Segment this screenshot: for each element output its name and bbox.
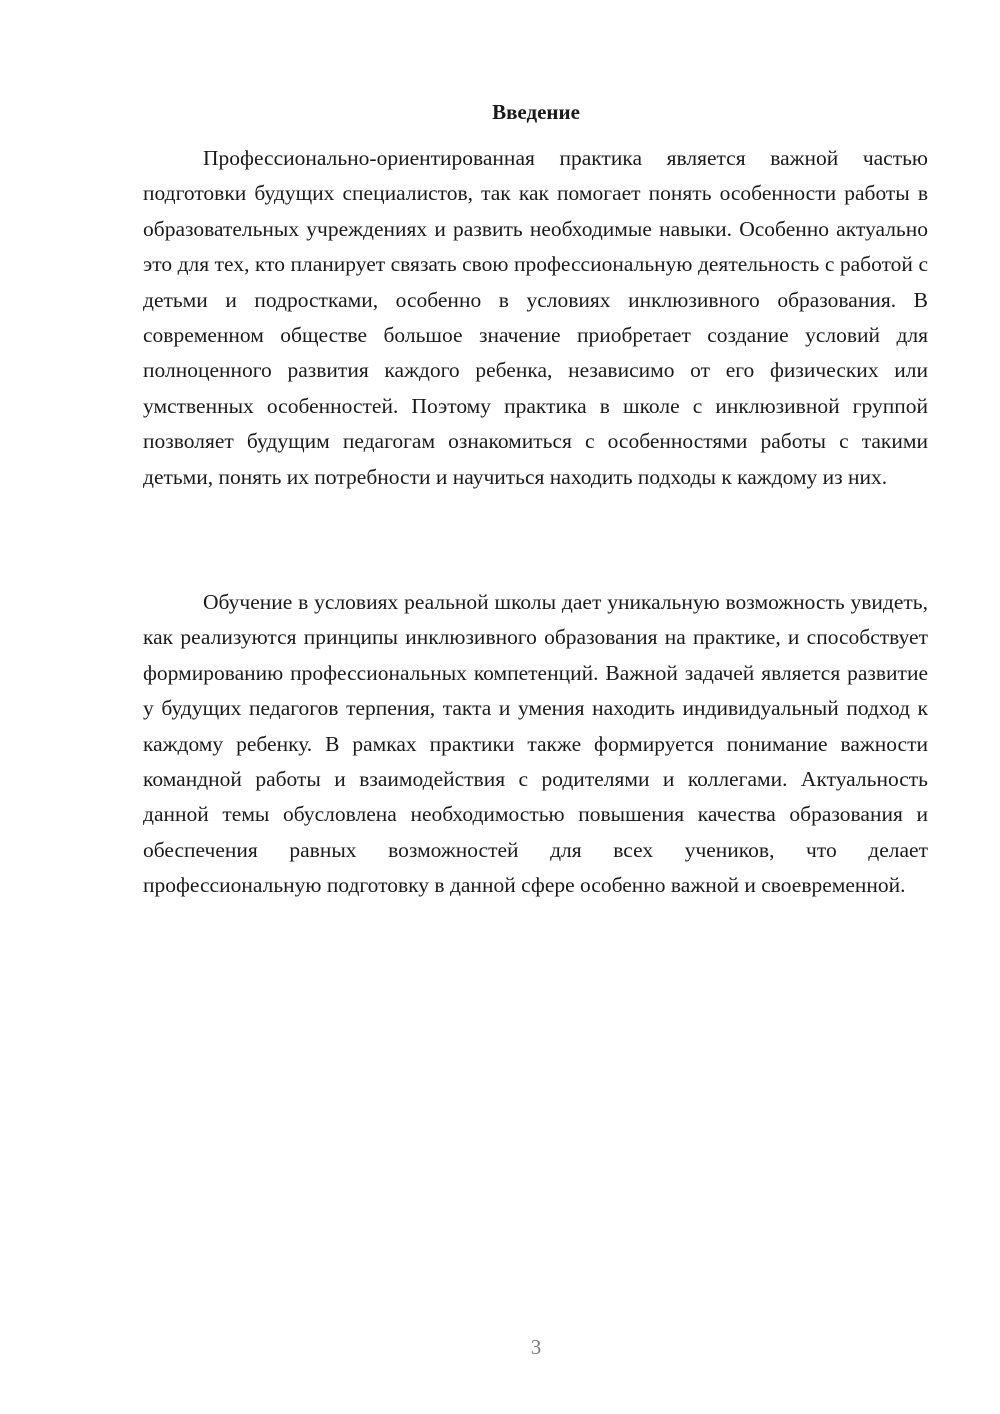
paragraph-intro: Профессионально-ориентированная практика является важной частью подготовки будущих специалистов, так как помогает понять особенности работы в образовательных учреждениях и развить необходимые навыки. Особенно актуально это для тех, кто планирует связать свою профессиональную деятельность с работой с детьми и подростками, особенно в условиях инклюзивного образования. В современном обществе большое значение приобретает создание условий для полноценного развития каждого ребенка, независимо от его физических или умственных особенностей. Поэтому практика в школе с инклюзивной группой позволяет будущим педагогам ознакомиться с особенностями работы с такими детьми, понять их потребности и научиться находить подходы к каждому из них. [143, 146, 928, 489]
paragraph-relevance: Обучение в условиях реальной школы дает уникальную возможность увидеть, как реализуются принципы инклюзивного образования на практике, и способствует формированию профессиональных компетенций. Важной задачей является развитие у будущих педагогов терпения, такта и умения находить индивидуальный подход к каждому ребенку. В рамках практики также формируется понимание важности командной работы и взаимодействия с родителями и коллегами. Актуальность данной темы обусловлена необходимостью повышения качества образования и обеспечения равных возможностей для всех учеников, что делает профессиональную подготовку в данной сфере особенно важной и своевременной. [143, 590, 928, 898]
page-number: 3 [530, 1335, 542, 1359]
page-title: Введение [492, 100, 580, 124]
